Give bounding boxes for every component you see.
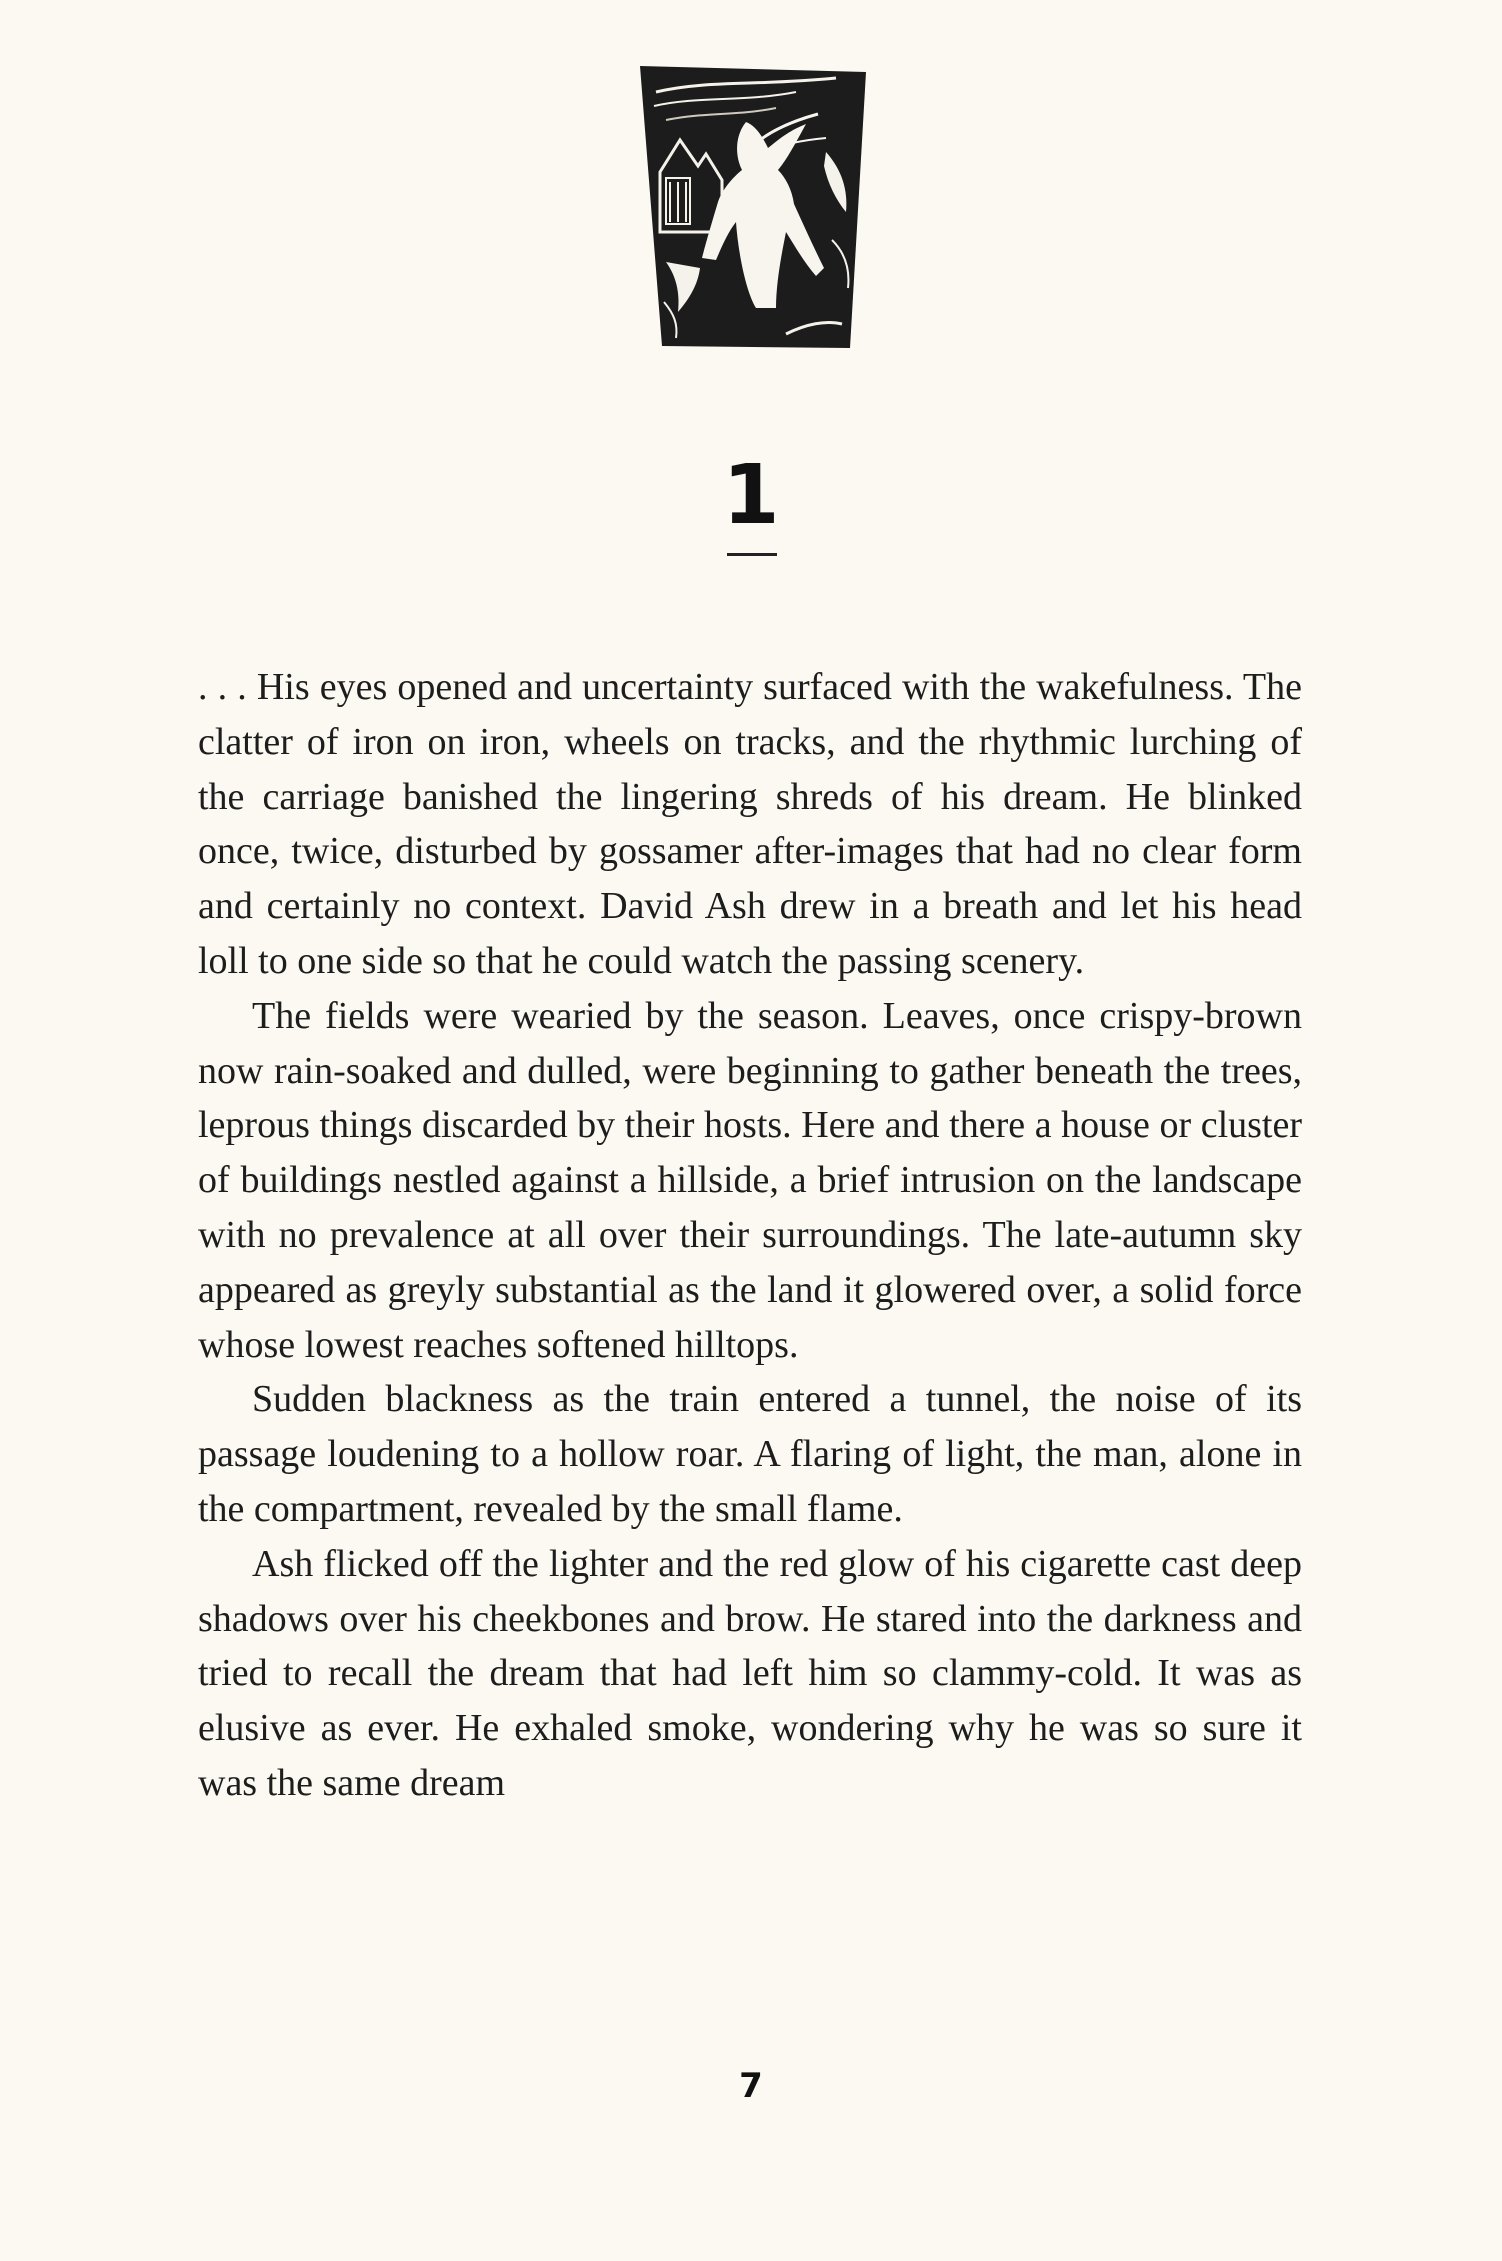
chapter-vignette-illustration bbox=[636, 62, 870, 354]
page-number: 7 bbox=[739, 2066, 763, 2106]
paragraph: The fields were wearied by the season. Leaves, once crispy-brown now rain-soaked and dulled, were beginning to gather beneath the trees, leprous things discarded by their hosts. Here and there a house or cluster of buildings nestled against a hillside, a brief intrusion on the landscape with no prevalence at all over their surroundings. The late-autumn sky appeared as greyly substantial as the land it glowered over, a solid force whose lowest reaches softened hilltops. bbox=[198, 994, 1302, 1366]
chapter-number-underline bbox=[727, 553, 777, 556]
paragraph: Sudden blackness as the train entered a tunnel, the noise of its passage loudening to a hollow roar. A flaring of light, the man, alone in the compartment, revealed by the small flame. bbox=[198, 1378, 1302, 1530]
chapter-number: 1 bbox=[722, 448, 780, 543]
chapter-body-text bbox=[198, 660, 1302, 1811]
paragraph: . . . His eyes opened and uncertainty surfaced with the wakefulness. The clatter of iron on iron, wheels on tracks, and the rhythmic lurching of the carriage banished the lingering shreds of his dream. He blinked once, twice, disturbed by gossamer after-images that had no clear form and certainly no context. David Ash drew in a breath and let his head loll to one side so that he could watch the passing scenery. bbox=[198, 666, 1302, 982]
paragraph: Ash flicked off the lighter and the red glow of his cigarette cast deep shadows over his cheekbones and brow. He stared into the darkness and tried to recall the dream that had left him so clammy-cold. It was as elusive as ever. He exhaled smoke, wondering why he was so sure it was the same dream bbox=[198, 1542, 1302, 1804]
